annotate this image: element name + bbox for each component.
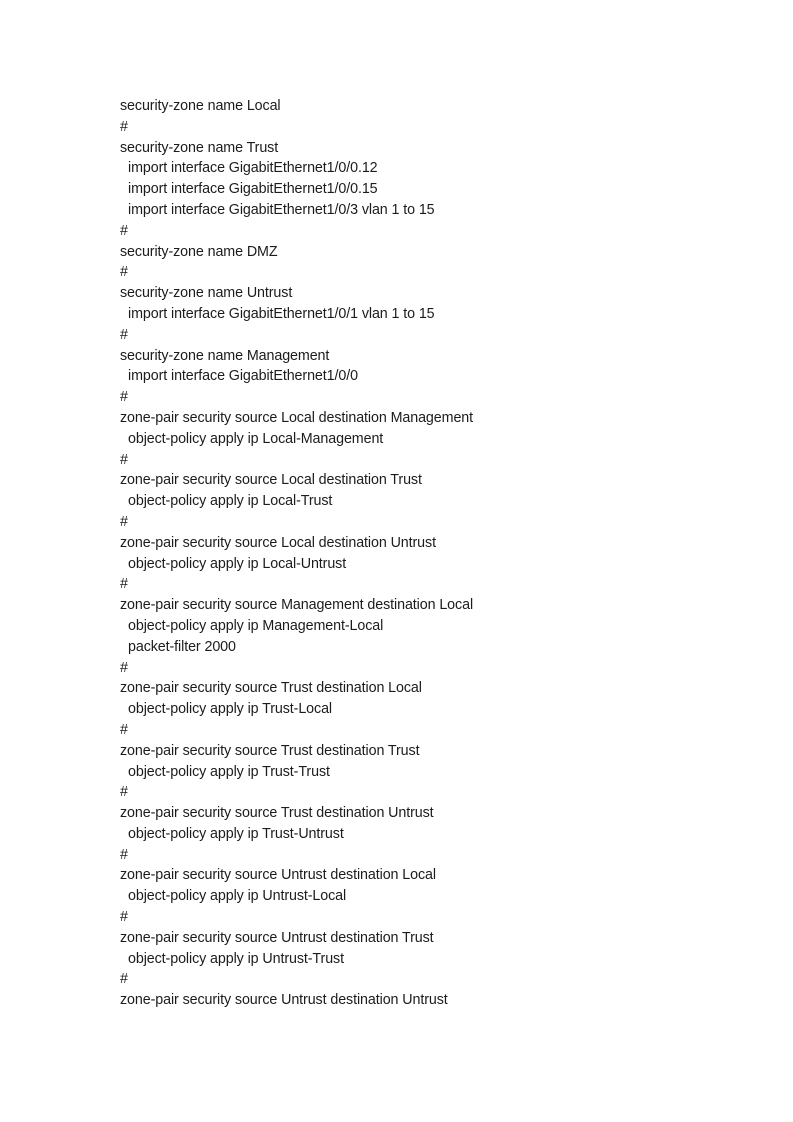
config-line: security-zone name Untrust xyxy=(120,285,293,302)
config-line: # xyxy=(120,721,128,738)
config-line: security-zone name Trust xyxy=(120,139,279,156)
config-line: # xyxy=(120,971,128,988)
config-line: object-policy apply ip Trust-Trust xyxy=(128,763,330,780)
config-line: zone-pair security source Untrust destination Trust xyxy=(120,929,434,946)
config-line: zone-pair security source Untrust destination Local xyxy=(120,867,436,884)
config-line: # xyxy=(120,784,128,801)
config-line: # xyxy=(120,909,128,926)
config-line: object-policy apply ip Trust-Untrust xyxy=(128,825,344,842)
config-line: # xyxy=(120,118,128,135)
config-line: object-policy apply ip Local-Trust xyxy=(128,493,333,510)
config-line: # xyxy=(120,846,128,863)
config-line: import interface GigabitEthernet1/0/0.12 xyxy=(128,160,378,177)
config-line: import interface GigabitEthernet1/0/3 vlan 1 to 15 xyxy=(128,201,435,218)
config-line: object-policy apply ip Local-Untrust xyxy=(128,555,347,572)
config-line: security-zone name DMZ xyxy=(120,243,278,260)
config-line: security-zone name Local xyxy=(120,98,281,114)
config-line: import interface GigabitEthernet1/0/0 xyxy=(128,368,358,385)
config-line: zone-pair security source Trust destination Trust xyxy=(120,742,420,759)
config-line: zone-pair security source Local destination Untrust xyxy=(120,534,436,551)
config-line: zone-pair security source Trust destination Untrust xyxy=(120,805,434,822)
config-line: # xyxy=(120,264,128,281)
config-line: zone-pair security source Trust destination Local xyxy=(120,680,422,697)
config-line: zone-pair security source Untrust destination Untrust xyxy=(120,992,448,1009)
config-line: object-policy apply ip Management-Local xyxy=(128,617,384,634)
config-line: # xyxy=(120,576,128,593)
config-line: # xyxy=(120,389,128,406)
config-line: zone-pair security source Management destination Local xyxy=(120,597,474,614)
config-line: # xyxy=(120,659,128,676)
config-line: packet-filter 2000 xyxy=(128,638,236,655)
configuration-text-block xyxy=(120,96,740,1011)
config-line: object-policy apply ip Trust-Local xyxy=(128,701,333,718)
config-line: # xyxy=(120,326,128,343)
config-line: import interface GigabitEthernet1/0/1 vlan 1 to 15 xyxy=(128,305,435,322)
config-line: object-policy apply ip Untrust-Trust xyxy=(128,950,344,967)
config-line: import interface GigabitEthernet1/0/0.15 xyxy=(128,181,378,198)
config-line: object-policy apply ip Local-Management xyxy=(128,430,384,447)
config-line: # xyxy=(120,222,128,239)
config-line: security-zone name Management xyxy=(120,347,330,364)
config-line: # xyxy=(120,451,128,468)
config-line: zone-pair security source Local destination Management xyxy=(120,409,474,426)
config-line: # xyxy=(120,513,128,530)
config-line: zone-pair security source Local destination Trust xyxy=(120,472,422,489)
config-line: object-policy apply ip Untrust-Local xyxy=(128,888,347,905)
